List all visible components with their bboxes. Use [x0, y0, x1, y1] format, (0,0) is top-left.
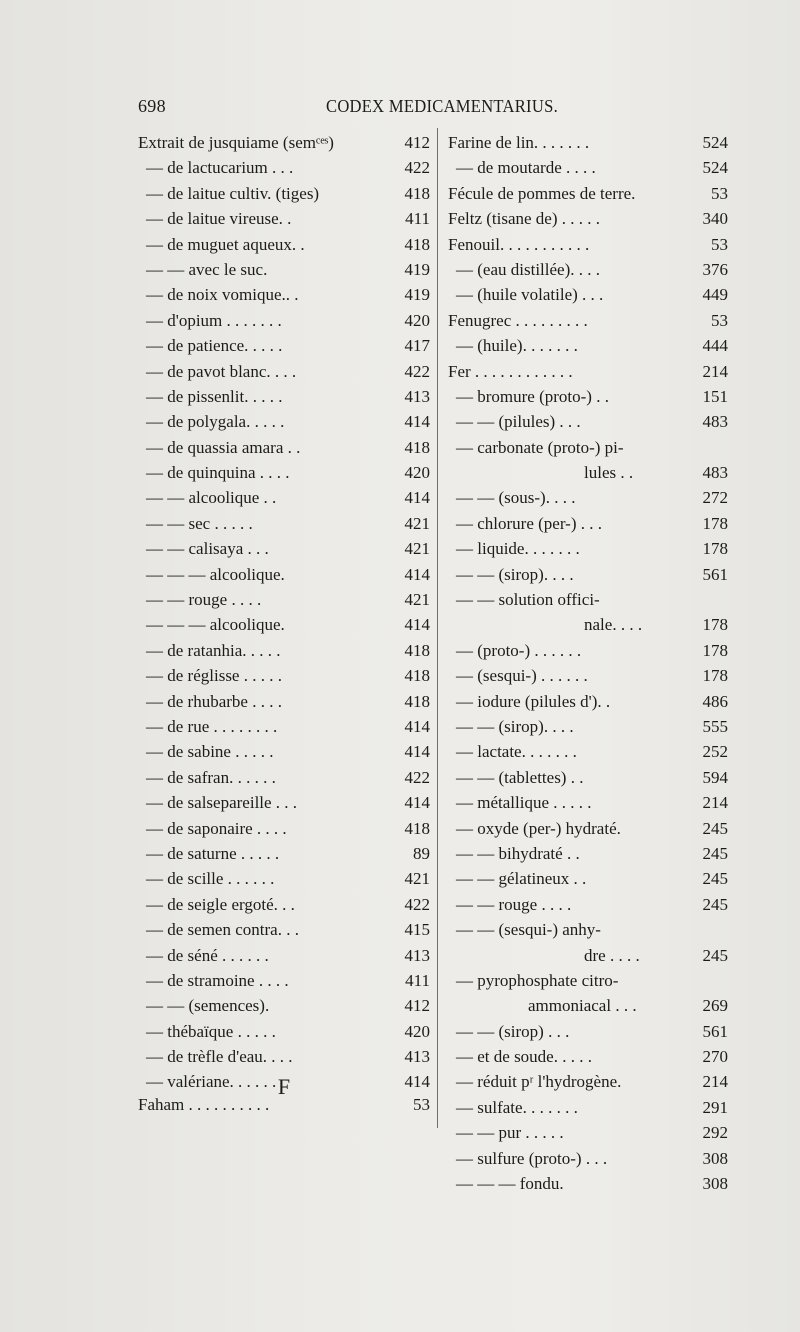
index-entry — [448, 1044, 728, 1069]
index-entry — [138, 232, 430, 257]
index-entry — [138, 409, 430, 434]
index-entry — [448, 892, 728, 917]
entry-page: 53 — [711, 310, 728, 330]
entry-text: — — gélatineux . . — [456, 869, 587, 889]
entry-page: 594 — [702, 767, 728, 787]
entry-page: 449 — [702, 285, 728, 305]
entry-text: — — (sesqui-) anhy- — [456, 920, 601, 940]
entry-text: lules . . — [584, 463, 634, 483]
entry-page: 418 — [404, 234, 430, 254]
entry-page: 418 — [404, 183, 430, 203]
index-entry — [448, 232, 728, 257]
entry-text: — — rouge . . . . — [146, 590, 262, 610]
entry-page: 245 — [702, 945, 728, 965]
index-entry — [448, 435, 728, 460]
entry-text: ammoniacal . . . — [528, 996, 637, 1016]
entry-text: — de saponaire . . . . — [146, 818, 287, 838]
entry-text: — de noix vomique.. . — [146, 285, 299, 305]
index-entry — [448, 993, 728, 1018]
entry-text: — métallique . . . . . — [456, 793, 592, 813]
entry-page: 413 — [404, 1047, 430, 1067]
entry-text: — — (sous-). . . . — [456, 488, 576, 508]
entry-page: 411 — [405, 209, 430, 229]
entry-text: — de salsepareille . . . — [146, 793, 298, 813]
entry-text: — — — alcoolique. — [146, 615, 285, 635]
entry-text: — (huile). . . . . . . — [456, 336, 578, 356]
entry-page: 417 — [404, 336, 430, 356]
index-entry — [138, 257, 430, 282]
entry-text: — de laitue vireuse. . — [146, 209, 292, 229]
entry-page: 422 — [404, 361, 430, 381]
entry-page: 413 — [404, 945, 430, 965]
letter-heading: F — [277, 1074, 291, 1099]
entry-text: — — (sirop). . . . — [456, 716, 574, 736]
index-entry — [448, 384, 728, 409]
entry-page: 415 — [404, 920, 430, 940]
entry-page: 420 — [404, 1021, 430, 1041]
index-entry — [448, 359, 728, 384]
entry-page: 418 — [404, 640, 430, 660]
running-head — [138, 96, 668, 120]
index-entry — [448, 206, 728, 231]
entry-text: — sulfate. . . . . . . — [456, 1097, 578, 1117]
entry-page: 418 — [404, 666, 430, 686]
index-entry — [448, 155, 728, 180]
entry-text: — — calisaya . . . — [146, 539, 269, 559]
entry-text: — — — alcoolique. — [146, 564, 285, 584]
entry-text: — — (sirop). . . . — [456, 564, 574, 584]
entry-page: 269 — [702, 996, 728, 1016]
index-entry — [138, 359, 430, 384]
entry-text: — de muguet aqueux. . — [146, 234, 305, 254]
entry-page: 418 — [404, 691, 430, 711]
entry-text: nale. . . . — [584, 615, 643, 635]
entry-text: Farine de lin. . . . . . . — [448, 133, 590, 152]
entry-text: — de séné . . . . . . — [146, 945, 269, 965]
entry-page: 53 — [711, 183, 728, 203]
entry-text: — de moutarde . . . . — [456, 158, 596, 178]
entry-page: 178 — [702, 539, 728, 559]
entry-text: — de polygala. . . . . — [146, 412, 285, 432]
index-entry — [138, 181, 430, 206]
entry-text: Faham . . . . . . . . . . — [138, 1095, 270, 1114]
entry-text: — de ratanhia. . . . . — [146, 640, 281, 660]
index-entry — [138, 587, 430, 612]
entry-text: — pyrophosphate citro- — [456, 970, 619, 990]
entry-text: — de semen contra. . . — [146, 920, 299, 940]
entry-text: — — sec . . . . . — [146, 513, 253, 533]
entry-page: 414 — [404, 742, 430, 762]
entry-text: Fer . . . . . . . . . . . . — [448, 361, 573, 381]
index-entry — [448, 790, 728, 815]
entry-page: 414 — [404, 412, 430, 432]
index-entry — [448, 282, 728, 307]
entry-page: 420 — [404, 310, 430, 330]
entry-text: — de pavot blanc. . . . — [146, 361, 297, 381]
entry-text: — et de soude. . . . . — [456, 1047, 592, 1067]
index-entry — [138, 816, 430, 841]
entry-page: 245 — [702, 869, 728, 889]
entry-page: 486 — [702, 691, 728, 711]
entry-page: 561 — [702, 1021, 728, 1041]
index-entry — [138, 384, 430, 409]
index-entry — [448, 714, 728, 739]
index-entry — [138, 968, 430, 993]
entry-text: — iodure (pilules d'). . — [456, 691, 611, 711]
index-entry — [138, 790, 430, 815]
index-entry — [138, 866, 430, 891]
entry-page: 178 — [702, 513, 728, 533]
entry-text: — liquide. . . . . . . — [456, 539, 580, 559]
entry-page: 412 — [404, 996, 430, 1016]
right-index-column — [448, 130, 728, 1196]
index-entry — [138, 511, 430, 536]
entry-page: 412 — [404, 133, 430, 152]
index-entry — [448, 587, 728, 612]
entry-page: 411 — [405, 970, 430, 990]
entry-text: — de rhubarbe . . . . — [146, 691, 282, 711]
entry-text: — — — fondu. — [456, 1174, 564, 1194]
entry-text: — de quinquina . . . . — [146, 463, 290, 483]
entry-text: — de quassia amara . . — [146, 437, 301, 457]
entry-page: 340 — [702, 209, 728, 229]
index-entry — [448, 130, 728, 155]
entry-text: — de stramoine . . . . — [146, 970, 289, 990]
index-entry — [138, 943, 430, 968]
index-entry — [138, 638, 430, 663]
entry-text: — — (semences). — [146, 996, 270, 1016]
index-entry — [448, 1019, 728, 1044]
entry-page: 420 — [404, 463, 430, 483]
entry-text: — (huile volatile) . . . — [456, 285, 604, 305]
entry-page: 483 — [702, 412, 728, 432]
entry-page: 421 — [404, 513, 430, 533]
index-entry — [138, 841, 430, 866]
entry-text: — de seigle ergoté. . . — [146, 894, 295, 914]
entry-text: — — pur . . . . . — [456, 1123, 564, 1143]
entry-text: — de trèfle d'eau. . . . — [146, 1047, 293, 1067]
entry-page: 178 — [702, 615, 728, 635]
index-entry — [448, 612, 728, 637]
entry-text: — bromure (proto-) . . — [456, 386, 609, 406]
entry-text: — de safran. . . . . . — [146, 767, 276, 787]
index-entry — [448, 511, 728, 536]
entry-text: Feltz (tisane de) . . . . . — [448, 209, 601, 229]
index-entry — [448, 257, 728, 282]
entry-text: — — rouge . . . . — [456, 894, 572, 914]
entry-text: — de patience. . . . . — [146, 336, 283, 356]
entry-text: — — avec le suc. — [146, 259, 268, 279]
index-entry — [448, 917, 728, 942]
entry-page: 483 — [702, 463, 728, 483]
entry-text: — (eau distillée). . . . — [456, 259, 600, 279]
index-entry — [138, 333, 430, 358]
entry-page: 308 — [702, 1174, 728, 1194]
entry-page: 178 — [702, 640, 728, 660]
index-entry — [448, 409, 728, 434]
index-entry — [138, 308, 430, 333]
index-entry — [138, 917, 430, 942]
entry-text: — de scille . . . . . . — [146, 869, 275, 889]
entry-page: 89 — [413, 843, 430, 863]
entry-page: 376 — [702, 259, 728, 279]
entry-page: 53 — [413, 1095, 430, 1114]
entry-text: — — bihydraté . . — [456, 843, 580, 863]
entry-text: — carbonate (proto-) pi- — [456, 437, 624, 457]
index-entry — [448, 765, 728, 790]
entry-text: — chlorure (per-) . . . — [456, 513, 602, 533]
entry-text: — réduit pʳ l'hydrogène. — [456, 1072, 622, 1092]
entry-text: — — alcoolique . . — [146, 488, 277, 508]
entry-page: 245 — [702, 843, 728, 863]
entry-text: dre . . . . — [584, 945, 640, 965]
entry-page: 272 — [702, 488, 728, 508]
entry-page: 414 — [404, 615, 430, 635]
entry-text: — sulfure (proto-) . . . — [456, 1148, 608, 1168]
index-entry — [138, 155, 430, 180]
entry-page: 214 — [702, 793, 728, 813]
entry-text: Extrait de jusquiame (semᶜᵉˢ) — [138, 133, 334, 152]
entry-text: — — (pilules) . . . — [456, 412, 581, 432]
entry-page: 214 — [702, 1072, 728, 1092]
entry-page: 414 — [404, 564, 430, 584]
entry-page: 414 — [404, 793, 430, 813]
entry-page: 414 — [404, 488, 430, 508]
index-entry — [138, 460, 430, 485]
entry-page: 418 — [404, 437, 430, 457]
entry-text: — de réglisse . . . . . — [146, 666, 282, 686]
index-entry — [138, 1044, 430, 1069]
entry-page: 292 — [702, 1123, 728, 1143]
index-entry — [138, 435, 430, 460]
entry-page: 561 — [702, 564, 728, 584]
entry-text: — de pissenlit. . . . . — [146, 386, 283, 406]
entry-page: 418 — [404, 818, 430, 838]
index-entry — [448, 1171, 728, 1196]
index-entry — [138, 130, 430, 155]
entry-page: 270 — [702, 1047, 728, 1067]
entry-page: 421 — [404, 539, 430, 559]
index-entry — [138, 714, 430, 739]
column-divider — [437, 128, 438, 1128]
entry-page: 414 — [404, 1072, 430, 1092]
index-entry — [448, 1095, 728, 1120]
index-entry — [448, 460, 728, 485]
index-entry — [138, 612, 430, 637]
entry-page: 414 — [404, 716, 430, 736]
entry-text: — — solution offici- — [456, 590, 600, 610]
entry-page: 151 — [702, 386, 728, 406]
header-title: CODEX MEDICAMENTARIUS. — [326, 96, 558, 116]
entry-text: — lactate. . . . . . . — [456, 742, 577, 762]
entry-text: — — (sirop) . . . — [456, 1021, 570, 1041]
index-entry — [138, 536, 430, 561]
entry-page: 308 — [702, 1148, 728, 1168]
index-entry — [138, 1019, 430, 1044]
entry-page: 178 — [702, 666, 728, 686]
index-entry — [138, 663, 430, 688]
left-index-column — [138, 130, 430, 1095]
index-entry — [138, 206, 430, 231]
entry-page: 422 — [404, 767, 430, 787]
entry-page: 245 — [702, 894, 728, 914]
entry-page: 53 — [711, 234, 728, 254]
entry-text: — de lactucarium . . . — [146, 158, 294, 178]
entry-page: 524 — [702, 158, 728, 178]
entry-page: 444 — [702, 336, 728, 356]
index-entry — [448, 333, 728, 358]
entry-text: — (sesqui-) . . . . . . — [456, 666, 588, 686]
entry-text: — de laitue cultiv. (tiges) — [146, 183, 320, 203]
entry-text: — de rue . . . . . . . . — [146, 716, 278, 736]
entry-page: 422 — [404, 158, 430, 178]
entry-page: 555 — [702, 716, 728, 736]
index-entry — [448, 485, 728, 510]
index-entry — [448, 562, 728, 587]
entry-page: 252 — [702, 742, 728, 762]
entry-text: — oxyde (per-) hydraté. — [456, 818, 621, 838]
entry-text: — de saturne . . . . . — [146, 843, 280, 863]
index-entry — [138, 562, 430, 587]
index-entry — [448, 1069, 728, 1094]
entry-text: — valériane. . . . . . — [146, 1072, 277, 1092]
entry-text: Fécule de pommes de terre. — [448, 183, 636, 203]
index-entry — [448, 841, 728, 866]
index-entry — [138, 282, 430, 307]
entry-page: 422 — [404, 894, 430, 914]
index-entry — [448, 638, 728, 663]
entry-page: 413 — [404, 386, 430, 406]
index-entry — [138, 485, 430, 510]
entry-page: 419 — [404, 285, 430, 305]
entry-text: — (proto-) . . . . . . — [456, 640, 582, 660]
entry-text: — d'opium . . . . . . . — [146, 310, 282, 330]
index-entry — [448, 968, 728, 993]
entry-page: 421 — [404, 869, 430, 889]
index-entry — [138, 739, 430, 764]
index-entry — [448, 739, 728, 764]
entry-page: 421 — [404, 590, 430, 610]
page-number: 698 — [138, 96, 166, 116]
index-entry — [448, 536, 728, 561]
index-entry — [138, 993, 430, 1018]
entry-text: Fenouil. . . . . . . . . . . — [448, 234, 590, 254]
entry-page: 419 — [404, 259, 430, 279]
entry-text: Fenugrec . . . . . . . . . — [448, 310, 588, 330]
index-entry — [138, 892, 430, 917]
entry-page: 245 — [702, 818, 728, 838]
entry-page: 291 — [702, 1097, 728, 1117]
index-entry — [138, 689, 430, 714]
index-entry — [448, 943, 728, 968]
index-entry — [448, 689, 728, 714]
index-entry — [448, 1146, 728, 1171]
entry-text: — thébaïque . . . . . — [146, 1021, 276, 1041]
index-entry — [138, 765, 430, 790]
left-final-section — [138, 1092, 430, 1117]
entry-text: — — (tablettes) . . — [456, 767, 584, 787]
index-entry — [138, 1092, 430, 1117]
index-entry — [448, 866, 728, 891]
index-entry — [448, 308, 728, 333]
index-entry — [448, 816, 728, 841]
index-entry — [448, 663, 728, 688]
index-entry — [448, 181, 728, 206]
index-entry — [448, 1120, 728, 1145]
entry-text: — de sabine . . . . . — [146, 742, 274, 762]
entry-page: 524 — [702, 133, 728, 152]
entry-page: 214 — [702, 361, 728, 381]
